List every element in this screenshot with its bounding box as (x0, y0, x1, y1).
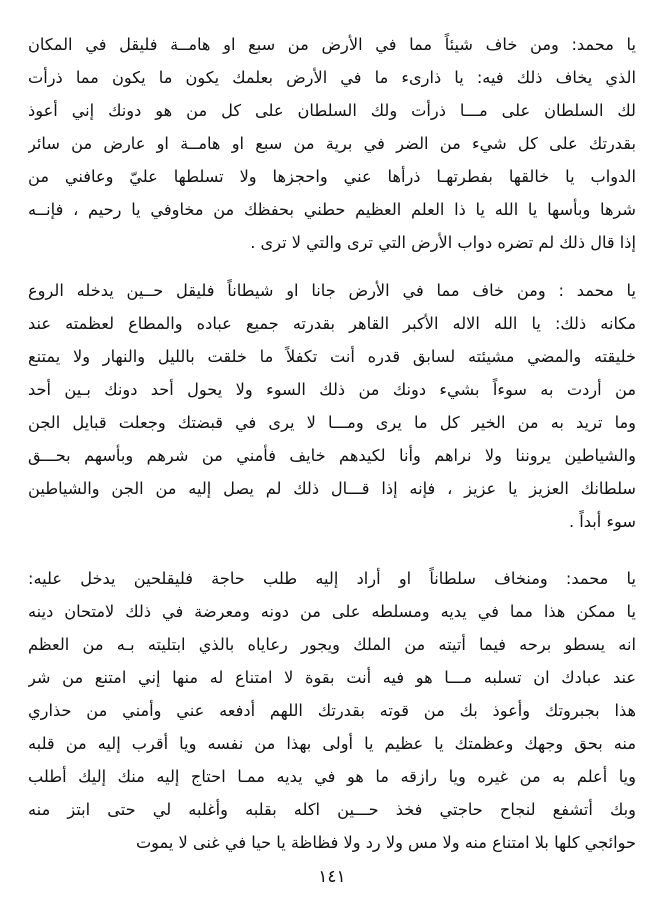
text-line: شرها وبأسها يا الله يا ذا العلم العظيم حطني بحفظك من مخاوفي يا رحيم ، فإنــه (28, 200, 636, 219)
text-line: من أردت به سوءاً بشيء دونك من ذلك السوء ولا يحول أحد دونك بـين أحد (28, 380, 636, 399)
text-line: يا ممكن هذا مما في يديه ومسلطه على من دونه ومعرضة في ذلك لامتحان دينه (28, 602, 636, 621)
text-line: الدواب يا خالقها بفطرتهـا ذرأها عني واحجزها ولا تسلطها عليّ وعافني من (28, 167, 636, 186)
text-line: وبك أتشفع لنجاح حاجتي فخذ حـــين اكله بقلبه وأغلبه لي حتى ابتز منه (28, 800, 636, 819)
page-number: ١٤١ (318, 867, 346, 887)
text-line: خليقته والمضي مشيئته لسابق قدره أنت تكفلاً ما خلقت بالليل والنهار ولا يمتنع (28, 347, 636, 366)
text-line: حوائجي كلها بلا امتناع منه ولا مس ولا رد ولا فظاظة يا حيا في غنى لا يموت (135, 833, 636, 852)
paragraph-sultan (28, 562, 636, 859)
text-line: الذي يخاف ذلك فيه: يا ذارىء ما في الأرض بعلمك يكون ما يكون مما ذرأت (28, 68, 636, 87)
text-line: لك السلطان على مـــا ذرأت ولك السلطان على كل من هو دونك إني أعوذ (28, 101, 636, 120)
text-line: يا محمد: ومن خاف شيئاً مما في الأرض من سبع او هامــة فليقل في المكان (28, 35, 636, 54)
text-line: سلطانك العزيز يا عزيز ، فإنه إذا قـــال ذلك لم يصل إليه من الجن والشياطين (28, 479, 636, 498)
text-line: انه يسطو برحه فيما أتيته من الملك ويجور رعاياه بالذي ابتليته بـه من العظم (28, 635, 636, 654)
text-line: وما تريد به من الخير كل ما يرى ومـــا لا يرى في قبضتك وجعلت قبايل الجن (28, 413, 636, 432)
text-line: يا محمد : ومن خاف مما في الأرض جانا او شيطاناً فليقل حــين يدخله الروع (28, 281, 636, 300)
text-line: هذا بجبروتك وأعوذ بك من قوته بقدرتك اللهم أدفعه عني وأمني من حذاري (28, 701, 636, 720)
text-line: سوء أبداً . (569, 512, 636, 531)
text-line: ويا أعلم به من غيره ويا رازقه ما هو في يديه ممـا احتاج إليه منك إليك أطلب (28, 767, 636, 786)
paragraph-scorpions-beasts (28, 28, 636, 259)
text-line: مكانه ذلك: يا الله الاله الأكبر القاهر بقدرته جميع عباده والمطاع لعظمته عند (28, 314, 636, 333)
text-line: عند عبادك ان تسلبه مـــا هو فيه أنت بقوة لا امتناع له منها إني امتنع من شر (28, 668, 636, 687)
text-line: والشياطين يروننا ولا نراهم وأنا لكيدهم خايف فأمني من شرهم وبأسهم بحـــق (28, 446, 636, 465)
book-page (28, 10, 636, 910)
text-line: يا محمد: ومنخاف سلطاناً او أراد إليه طلب حاجة فليقلحين يدخل عليه: (28, 569, 636, 588)
paragraph-jinn-devils (28, 274, 636, 538)
text-line: بقدرتك على كل شيء من الضر في برية من سبع او هامــة او عارض من سائر (28, 134, 636, 153)
text-line: إذا قال ذلك لم تضره دواب الأرض التي ترى والتي لا ترى . (250, 233, 636, 252)
text-line: منه بحق وجهك وعظمتك يا عظيم يا أولى بهذا من نفسه ويا أقرب إليه من قلبه (28, 734, 636, 753)
